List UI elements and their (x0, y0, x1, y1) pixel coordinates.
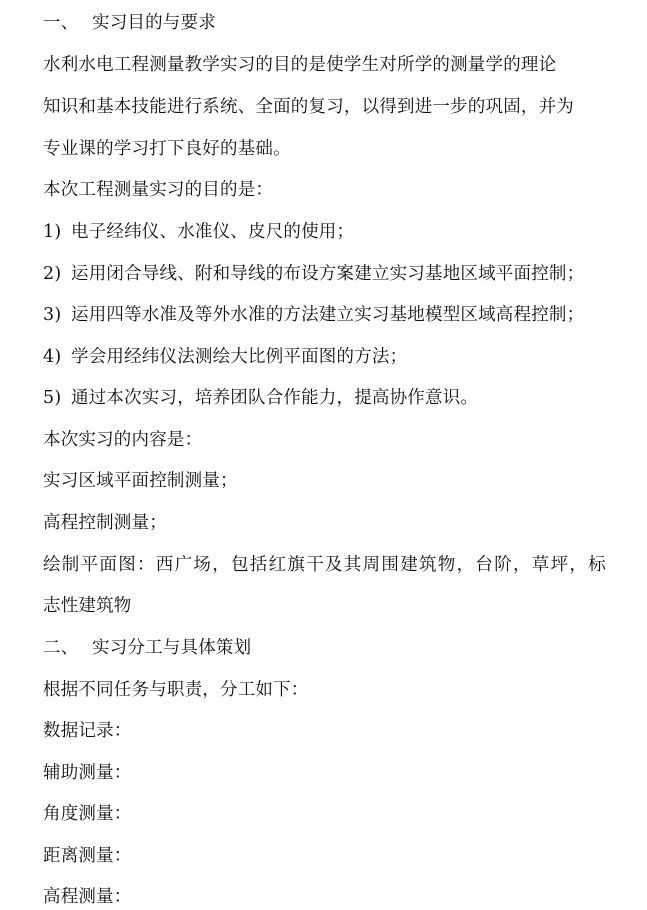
purpose-label: 本次工程测量实习的目的是： (43, 180, 274, 200)
role-data-recording: 数据记录： (43, 721, 132, 741)
content-item-2: 高程控制测量； (43, 513, 167, 533)
content-item-3-line-2: 志性建筑物 (43, 596, 132, 616)
content-label: 本次实习的内容是： (43, 430, 203, 450)
section-1-heading (43, 11, 216, 35)
section-2-heading (43, 636, 251, 660)
purpose-item-text: 运用四等水准及等外水准的方法建立实习基地模型区域高程控制； (71, 305, 585, 325)
purpose-item-number: 3) (43, 305, 62, 325)
role-angle-survey: 角度测量： (43, 804, 132, 824)
division-label: 根据不同任务与职责，分工如下： (43, 680, 309, 700)
section-1-number: 一、 (43, 13, 79, 33)
purpose-item-text: 电子经纬仪、水准仪、皮尺的使用； (71, 222, 355, 242)
role-assist-survey: 辅助测量： (43, 763, 132, 783)
purpose-item-text: 学会用经纬仪法测绘大比例平面图的方法； (71, 347, 408, 367)
purpose-item-3 (43, 303, 584, 327)
section-2-title: 实习分工与具体策划 (92, 638, 252, 658)
section-2-number: 二、 (43, 638, 79, 658)
purpose-item-5 (43, 386, 478, 410)
purpose-item-4 (43, 345, 407, 369)
role-elevation-survey: 高程测量： (43, 887, 132, 907)
role-distance-survey: 距离测量： (43, 846, 132, 866)
content-item-3-line-1: 绘制平面图：西广场，包括红旗干及其周围建筑物，台阶，草坪，标 (43, 555, 607, 575)
purpose-item-text: 运用闭合导线、附和导线的布设方案建立实习基地区域平面控制； (71, 264, 585, 284)
intro-line-2: 知识和基本技能进行系统、全面的复习，以得到进一步的巩固，并为 (43, 97, 574, 117)
section-1-title: 实习目的与要求 (92, 13, 216, 33)
purpose-item-1 (43, 220, 354, 244)
content-item-1: 实习区域平面控制测量； (43, 471, 238, 491)
purpose-item-2 (43, 262, 584, 286)
intro-line-1: 水利水电工程测量教学实习的目的是使学生对所学的测量学的理论 (43, 55, 557, 75)
purpose-item-number: 1) (43, 222, 62, 242)
purpose-item-number: 4) (43, 347, 62, 367)
purpose-item-number: 5) (43, 388, 62, 408)
purpose-item-number: 2) (43, 264, 62, 284)
intro-line-3: 专业课的学习打下良好的基础。 (43, 139, 291, 159)
purpose-item-text: 通过本次实习，培养团队合作能力，提高协作意识。 (71, 388, 479, 408)
